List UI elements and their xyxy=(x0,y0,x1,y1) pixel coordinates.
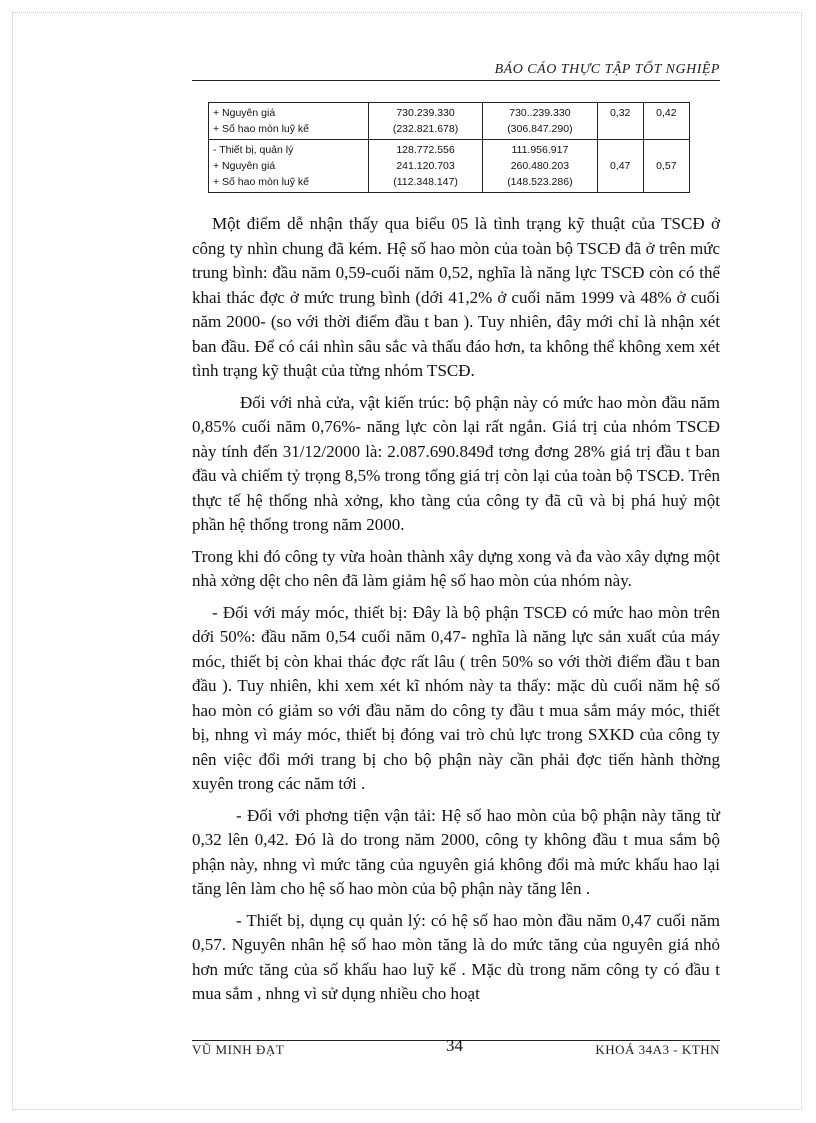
label-line: + Số hao mòn luỹ kế xyxy=(213,176,310,188)
label-line: + Số hao mòn luỹ kế xyxy=(213,123,310,135)
paragraph: - Thiết bị, dụng cụ quản lý: có hệ số hao mòn đầu năm 0,47 cuối năm 0,57. Nguyên nhân hệ số hao mòn tăng là do mức tăng của nguyên giá nhỏ hơn mức tăng của số khấu hao luỹ kế . Mặc dù trong năm công ty có đầu t mua sắm , nhng vì sử dụng nhiều cho hoạt xyxy=(192,910,720,1003)
value-line: 730..239.330 xyxy=(509,107,571,119)
value-line: 241.120.703 xyxy=(396,160,455,172)
value-line: (112.348.147) xyxy=(393,176,458,188)
value-line: 730.239.330 xyxy=(396,107,455,119)
table-row xyxy=(209,103,690,140)
table-cell-label xyxy=(209,103,369,140)
paragraph: Đối với nhà cửa, vật kiến trúc: bộ phận này có mức hao mòn đầu năm 0,85% cuối năm 0,76%- năng lực còn lại rất ngắn. Giá trị của nhóm TSCĐ này tính đến 31/12/2000 là: 2.087.690.849đ tơng đơng 28% giá trị đầu t ban đầu và chiếm tỷ trọng 8,5% trong tổng giá trị còn lại của toàn bộ TSCĐ. Trên thực tế hệ thống nhà xởng, kho tàng của công ty đã cũ và bị phá huỷ một phần hệ thống trong năm 2000. xyxy=(192,392,720,534)
table-cell-ratio-start: 0,47 xyxy=(597,140,643,193)
table-cell-start-value xyxy=(368,103,482,140)
value-line: (148.523.286) xyxy=(507,176,573,188)
value-line: 128.772.556 xyxy=(396,144,455,156)
table-cell-end-value xyxy=(483,103,597,140)
header-rule xyxy=(192,80,720,81)
table-cell-ratio-start: 0,32 xyxy=(597,103,643,140)
value-line: (306.847.290) xyxy=(507,123,573,135)
table-row xyxy=(209,140,690,193)
table-cell-ratio-end: 0,42 xyxy=(643,103,689,140)
label-line: + Nguyên giá xyxy=(213,160,276,172)
footer-author: VŨ MINH ĐẠT xyxy=(192,1042,285,1057)
paragraph: - Đối với phơng tiện vận tải: Hệ số hao mòn của bộ phận này tăng từ 0,32 lên 0,42. Đó là do trong năm 2000, công ty không đầu t mua sắm bộ phận này, nhng vì mức tăng của nguyên giá không đổi mà mức khấu hao lại tăng lên làm cho hệ số hao mòn của bộ phận này tăng lên . xyxy=(192,805,720,898)
paragraph: Trong khi đó công ty vừa hoàn thành xây dựng xong và đa vào xây dựng một nhà xởng dệt cho nên đã làm giảm hệ số hao mòn của nhóm này. xyxy=(192,546,720,590)
label-line: + Nguyên giá xyxy=(213,107,276,119)
table-cell-start-value xyxy=(368,140,482,193)
value-line: 111.956.917 xyxy=(511,144,569,156)
value-line: (232.821.678) xyxy=(392,123,459,135)
table-cell-label xyxy=(209,140,369,193)
paragraph: - Đối với máy móc, thiết bị: Đây là bộ phận TSCĐ có mức hao mòn trên dới 50%: đầu năm 0,54 cuối năm 0,47- nghĩa là năng lực sản xuất của máy móc, thiết bị còn khai thác đợc rất lâu ( trên 50% so với thời điểm đầu t ban đầu ). Tuy nhiên, khi xem xét kĩ nhóm này ta thấy: mặc dù cuối năm hệ số hao mòn có giảm so với đầu năm do công ty đầu t mua sắm máy móc, thiết bị, nhng vì máy móc, thiết bị đóng vai trò chủ lực trong SXKD của công ty nên việc đổi mới trang bị cho bộ phận này cần phải đợc tiến hành thờng xuyên trong các năm tới . xyxy=(192,602,720,793)
asset-table xyxy=(208,102,690,193)
label-line: - Thiết bị, quản lý xyxy=(213,144,294,156)
table-cell-end-value xyxy=(483,140,597,193)
paragraph: Một điểm dễ nhận thấy qua biểu 05 là tình trạng kỹ thuật của TSCĐ ở công ty nhìn chung đã kém. Hệ số hao mòn của toàn bộ TSCĐ đã ở trên mức trung bình: đầu năm 0,59-cuối năm 0,52, nghĩa là năng lực TSCĐ còn có thể khai thác đợc ở mức trung bình (dới 41,2% ở cuối năm 1999 và 48% ở cuối năm 2000- (so với thời điểm đầu t ban ). Tuy nhiên, đây mới chỉ là nhận xét ban đầu. Để có cái nhìn sâu sắc và thấu đáo hơn, ta không thể không xem xét tình trạng kỹ thuật của từng nhóm TSCĐ. xyxy=(192,214,720,380)
header-title: BÁO CÁO THỰC TẬP TỐT NGHIỆP xyxy=(494,62,720,77)
footer-class-info: KHOÁ 34A3 - KTHN xyxy=(595,1042,720,1057)
value-line: 260.480.203 xyxy=(510,160,570,172)
body-text xyxy=(192,212,720,1014)
table-cell-ratio-end: 0,57 xyxy=(643,140,689,193)
page-number: 34 xyxy=(446,1036,463,1055)
